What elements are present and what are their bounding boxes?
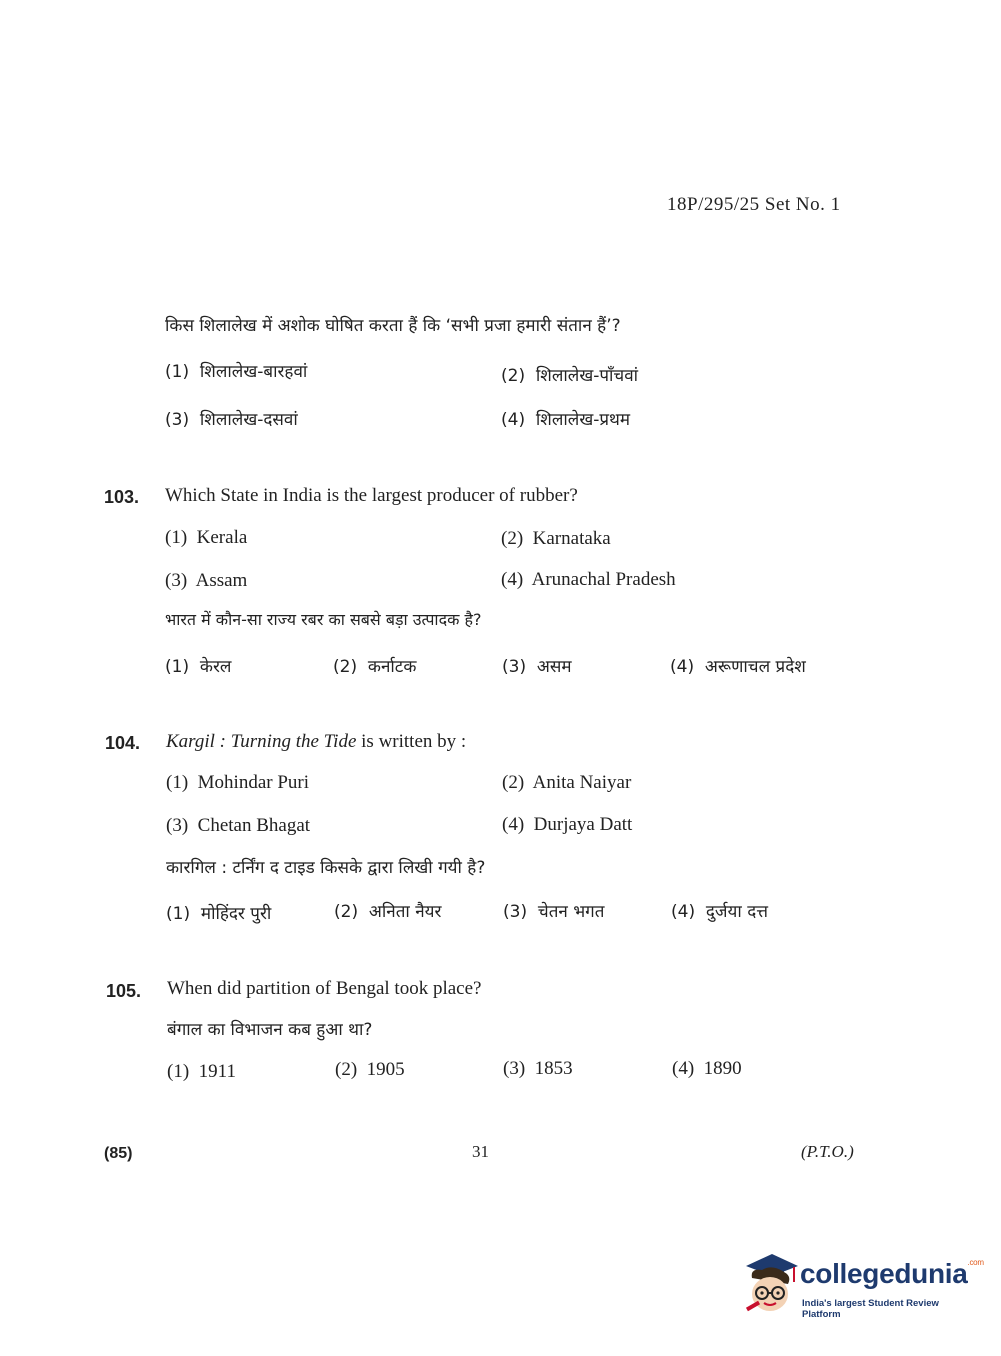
q102-hindi-question: किस शिलालेख में अशोक घोषित करता हैं कि ‘सभी प्रजा हमारी संतान हैं’? xyxy=(165,316,621,336)
option-text: 1905 xyxy=(366,1059,405,1080)
q102-option-4 xyxy=(501,407,630,430)
option-text: Assam xyxy=(195,570,248,591)
option-number: (4) xyxy=(671,902,696,922)
q105-question: When did partition of Bengal took place? xyxy=(167,978,482,999)
option-text: मोहिंदर पुरी xyxy=(200,904,272,924)
option-number: (2) xyxy=(501,528,524,549)
q103-hindi-option-3 xyxy=(502,654,572,677)
logo-tagline: India's largest Student Review Platform xyxy=(802,1298,939,1320)
option-number: (2) xyxy=(333,657,358,677)
option-number: (3) xyxy=(503,1058,526,1079)
q102-option-3 xyxy=(165,407,298,430)
q105-option-4 xyxy=(672,1058,742,1080)
q103-hindi-option-2 xyxy=(333,654,416,677)
q103-hindi-option-1 xyxy=(165,654,231,677)
option-number: (2) xyxy=(334,902,359,922)
option-number: (1) xyxy=(165,657,190,677)
page-number: 31 xyxy=(472,1142,489,1161)
q105-option-3 xyxy=(503,1058,573,1080)
q104-option-1 xyxy=(166,772,309,794)
q104-hindi-option-3 xyxy=(503,899,604,922)
q105-option-2 xyxy=(335,1059,405,1081)
q103-option-2 xyxy=(501,528,611,550)
option-text: Mohindar Puri xyxy=(197,772,310,793)
option-text: 1853 xyxy=(534,1058,573,1079)
option-number: (4) xyxy=(502,814,525,835)
option-number: (4) xyxy=(670,657,695,677)
q104-hindi-option-1 xyxy=(166,901,271,924)
option-number: (4) xyxy=(501,410,526,430)
mascot-icon xyxy=(742,1248,798,1318)
option-number: (3) xyxy=(502,657,527,677)
option-text: कर्नाटक xyxy=(367,657,417,677)
option-number: (3) xyxy=(503,902,528,922)
option-text: शिलालेख-बारहवां xyxy=(199,362,308,382)
option-number: (2) xyxy=(335,1059,358,1080)
option-text: Anita Naiyar xyxy=(532,772,632,793)
q105-option-1 xyxy=(167,1061,236,1083)
option-text: केरल xyxy=(199,657,232,677)
q104-option-2 xyxy=(502,772,631,794)
option-text: शिलालेख-पाँचवां xyxy=(535,366,639,386)
option-number: (2) xyxy=(501,366,526,386)
q102-option-2 xyxy=(501,363,638,386)
q103-number: 103. xyxy=(104,487,140,507)
option-text: दुर्जया दत्त xyxy=(705,902,768,922)
logo-name-text: collegedunia xyxy=(800,1258,968,1289)
q104-hindi-question: कारगिल : टर्निंग द टाइड किसके द्वारा लिखी गयी है? xyxy=(166,858,486,878)
option-text: Kerala xyxy=(196,527,248,548)
logo-suffix: .com xyxy=(967,1258,984,1267)
option-number: (2) xyxy=(502,772,525,793)
pto-label: (P.T.O.) xyxy=(801,1142,854,1161)
option-text: 1911 xyxy=(198,1061,236,1082)
q102-option-1 xyxy=(165,359,307,382)
option-number: (3) xyxy=(165,570,188,591)
option-text: शिलालेख-दसवां xyxy=(199,410,298,430)
option-number: (3) xyxy=(166,815,189,836)
q103-option-4 xyxy=(501,569,676,591)
q103-question: Which State in India is the largest producer of rubber? xyxy=(165,485,578,506)
q104-hindi-option-2 xyxy=(334,899,441,922)
option-number: (4) xyxy=(501,569,524,590)
q103-hindi-question: भारत में कौन-सा राज्य रबर का सबसे बड़ा उत्पादक है? xyxy=(165,610,482,629)
option-text: शिलालेख-प्रथम xyxy=(535,410,631,430)
option-text: 1890 xyxy=(703,1058,742,1079)
paper-code: 18P/295/25 Set No. 1 xyxy=(667,194,841,215)
option-text: असम xyxy=(536,657,572,677)
option-number: (1) xyxy=(166,904,191,924)
option-text: अनिता नैयर xyxy=(368,902,442,922)
q104-hindi-option-4 xyxy=(671,899,768,922)
option-number: (3) xyxy=(165,410,190,430)
collegedunia-logo xyxy=(742,1248,984,1320)
option-number: (1) xyxy=(165,527,188,548)
q105-number: 105. xyxy=(106,981,142,1001)
q104-option-3 xyxy=(166,815,310,837)
footer-code: (85) xyxy=(104,1145,133,1162)
book-title: Kargil : Turning the Tide xyxy=(166,731,357,752)
q104-number: 104. xyxy=(105,733,141,753)
q103-hindi-option-4 xyxy=(670,654,806,677)
q104-question xyxy=(166,731,466,753)
option-text: Karnataka xyxy=(532,528,611,549)
option-text: अरूणाचल प्रदेश xyxy=(704,657,806,677)
q105-hindi-question: बंगाल का विभाजन कब हुआ था? xyxy=(167,1020,373,1040)
option-number: (1) xyxy=(167,1061,190,1082)
option-number: (1) xyxy=(166,772,189,793)
q103-option-3 xyxy=(165,570,247,592)
option-number: (1) xyxy=(165,362,190,382)
option-text: Chetan Bhagat xyxy=(197,815,311,836)
q103-option-1 xyxy=(165,527,247,549)
question-rest: is written by : xyxy=(361,731,467,752)
logo-wordmark xyxy=(800,1258,984,1290)
option-number: (4) xyxy=(672,1058,695,1079)
q104-option-4 xyxy=(502,814,632,836)
option-text: चेतन भगत xyxy=(537,902,605,922)
option-text: Arunachal Pradesh xyxy=(531,569,676,590)
option-text: Durjaya Datt xyxy=(533,814,633,835)
